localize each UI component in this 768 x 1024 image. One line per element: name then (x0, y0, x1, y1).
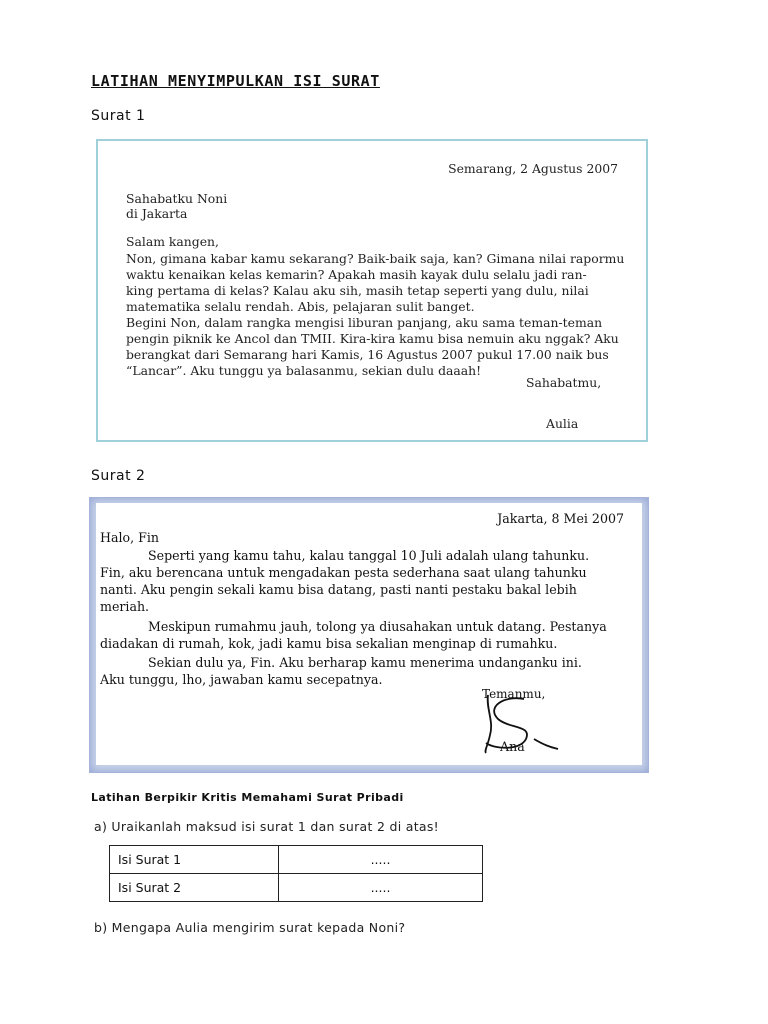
letter2-image (96, 503, 642, 765)
letter1-p2-line: pengin piknik ke Ancol dan TMII. Kira-kira kamu bisa nemuin aku nggak? Aku (126, 331, 619, 346)
letter2-p2-line: diadakan di rumah, kok, jadi kamu bisa sekalian menginap di rumahku. (100, 636, 558, 651)
table-cell-value[interactable]: ..... (279, 846, 483, 874)
letter2-date: Jakarta, 8 Mei 2007 (497, 511, 624, 526)
question-b: b) Mengapa Aulia mengirim surat kepada Noni? (94, 920, 406, 935)
letter2-p1-line: nanti. Aku pengin sekali kamu bisa datang, pasti nanti pestaku bakal lebih (100, 582, 577, 597)
answer-table (109, 845, 483, 902)
letter2-p1-line: Seperti yang kamu tahu, kalau tanggal 10 Juli adalah ulang tahunku. (148, 548, 590, 563)
letter2-greeting: Halo, Fin (100, 530, 159, 545)
letter1-image (96, 139, 648, 442)
letter1-p2-line: Begini Non, dalam rangka mengisi liburan panjang, aku sama teman-teman (126, 315, 603, 330)
surat2-label: Surat 2 (91, 468, 146, 484)
letter1-signature: Aulia (546, 416, 579, 431)
letter1-greeting: Salam kangen, (126, 234, 219, 249)
letter1-addressee-line: Sahabatku Noni (126, 191, 228, 206)
surat1-label: Surat 1 (91, 108, 146, 124)
signature-scribble-icon (474, 689, 584, 759)
letter1-closing: Sahabatmu, (526, 375, 602, 390)
letter2-p3-line: Aku tunggu, lho, jawaban kamu secepatnya. (100, 672, 383, 687)
table-row (110, 846, 483, 874)
section-title: Latihan Berpikir Kritis Memahami Surat Pribadi (91, 791, 404, 804)
letter1-p1-line: matematika selalu rendah. Abis, pelajaran sulit banget. (126, 299, 475, 314)
letter2-p3-line: Sekian dulu ya, Fin. Aku berharap kamu menerima undanganku ini. (148, 655, 582, 670)
letter1-p2-line: “Lancar”. Aku tunggu ya balasanmu, sekian dulu daaah! (126, 363, 482, 378)
letter2-p1-line: meriah. (100, 599, 150, 614)
letter2-p2-line: Meskipun rumahmu jauh, tolong ya diusahakan untuk datang. Pestanya (148, 619, 607, 634)
letter2-signature: Ana (500, 739, 525, 754)
table-cell-value[interactable]: ..... (279, 874, 483, 902)
letter2-p1-line: Fin, aku berencana untuk mengadakan pesta sederhana saat ulang tahunku (100, 565, 587, 580)
letter1-date: Semarang, 2 Agustus 2007 (448, 161, 618, 176)
letter1-p1-line: waktu kenaikan kelas kemarin? Apakah masih kayak dulu selalu jadi ran- (126, 267, 587, 282)
letter1-p2-line: berangkat dari Semarang hari Kamis, 16 Agustus 2007 pukul 17.00 naik bus (126, 347, 609, 362)
table-cell-label: Isi Surat 1 (110, 846, 279, 874)
table-cell-label: Isi Surat 2 (110, 874, 279, 902)
page-title: LATIHAN MENYIMPULKAN ISI SURAT (91, 72, 380, 90)
letter1-p1-line: Non, gimana kabar kamu sekarang? Baik-baik saja, kan? Gimana nilai rapormu (126, 251, 625, 266)
table-row (110, 874, 483, 902)
letter1-p1-line: king pertama di kelas? Kalau aku sih, masih tetap seperti yang dulu, nilai (126, 283, 589, 298)
letter2-closing: Temanmu, (482, 687, 546, 701)
question-a: a) Uraikanlah maksud isi surat 1 dan surat 2 di atas! (94, 819, 439, 834)
letter1-addressee-line: di Jakarta (126, 206, 188, 221)
